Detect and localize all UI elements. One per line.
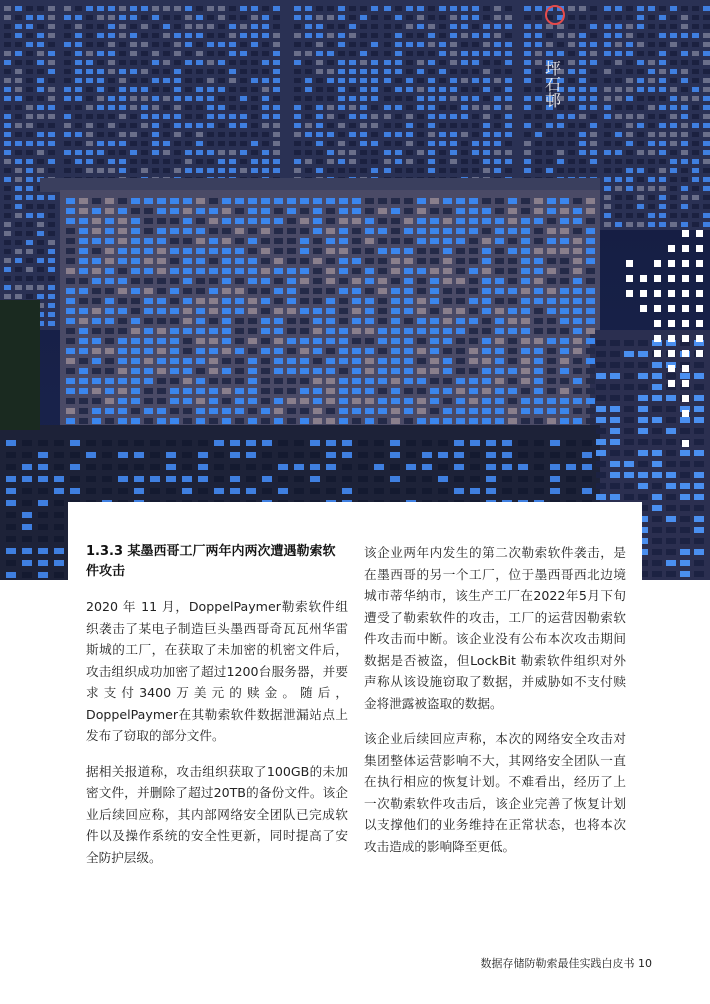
paragraph: 该企业后续回应声称，本次的网络安全攻击对集团整体运营影响不大，其网络安全团队一直在执行相应的恢复计划。不难看出，经历了上一次勒索软件攻击后，该企业完善了恢复计划以支撑他们的业务维持在正常状态，也将本次攻击造成的影响降至更低。	[364, 731, 626, 854]
decorative-dot-grid	[624, 226, 710, 456]
article-card	[68, 502, 642, 922]
left-column	[86, 542, 348, 882]
page-footer	[481, 955, 653, 971]
paragraph: 据相关报道称，攻击组织获取了100GB的未加密文件，并删除了超过20TB的备份文件。该企业后续回应称，其内部网络安全团队已完成软件以及操作系统的安全性更新，同时提高了安全防护层级。	[86, 763, 348, 865]
page-number: 10	[638, 957, 652, 970]
section-title: 1.3.3 某墨西哥工厂两年内两次遭遇勒索软件攻击	[86, 544, 336, 579]
building-sign-text: 坪石邨	[542, 60, 562, 108]
footer-title: 数据存储防勒索最佳实践白皮书	[480, 957, 635, 970]
right-column	[364, 542, 626, 871]
paragraph: 该企业两年内发生的第二次勒索软件袭击，是在墨西哥的另一个工厂，位于墨西哥西北边境城市蒂华纳市，该生产工厂在2022年5月下旬遭受了勒索软件的攻击，工厂的运营因勒索软件攻击而中断。该企业没有公布本次攻击期间数据是否被盗，但LockBit 勒索软件组织对外声称从该设施窃取了数据，并威胁如不支付赎金将泄露被盗取的数据。	[364, 545, 626, 711]
paragraph: 2020 年 11 月，DoppelPaymer勒索软件组织袭击了某电子制造巨头墨西哥奇瓦瓦州华雷斯城的工厂，在获取了未加密的机密文件后，攻击组织成功加密了超过1200台服务器，并要求支付3400万美元的赎金。随后，DoppelPaymer在其勒索软件数据泄漏站点上发布了窃取的部分文件。	[86, 599, 348, 743]
